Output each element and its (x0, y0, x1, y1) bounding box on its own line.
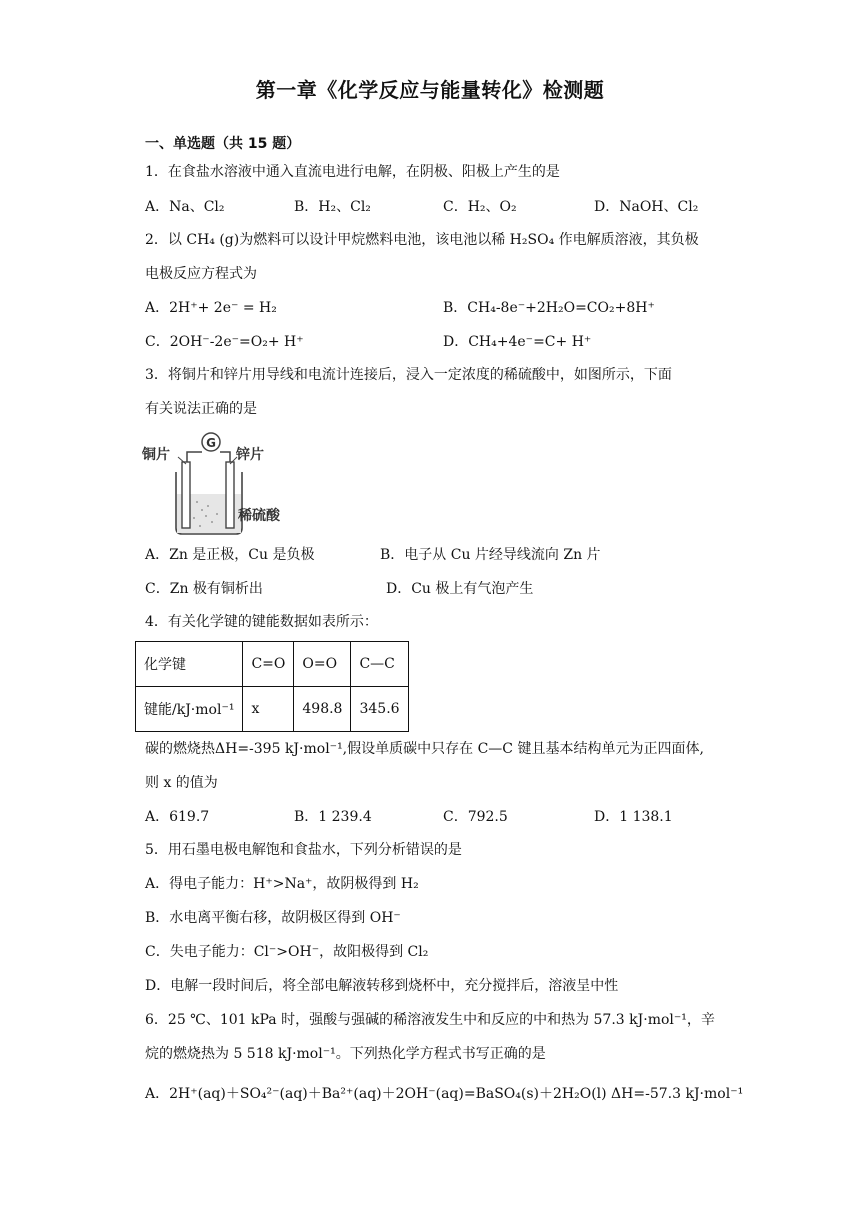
table-cell: 345.6 (351, 687, 408, 732)
table-row (136, 687, 409, 732)
q3-stem-line2: 有关说法正确的是 (145, 401, 257, 417)
table-cell: C=O (243, 642, 294, 687)
q5-option-d: D．电解一段时间后，将全部电解液转移到烧杯中，充分搅拌后，溶液呈中性 (145, 978, 619, 994)
q4-text-line2: 则 x 的值为 (145, 775, 218, 791)
galvanic-cell-figure (142, 428, 292, 540)
q4-option-b: B．1 239.4 (294, 809, 372, 825)
q5-option-a: A．得电子能力：H⁺>Na⁺，故阴极得到 H₂ (145, 876, 419, 892)
q2-stem-line2: 电极反应方程式为 (145, 266, 257, 282)
bond-energy-table (135, 641, 409, 732)
q2-option-c: C．2OH⁻-2e⁻=O₂+ H⁺ (145, 334, 304, 350)
q2-option-a: A．2H⁺+ 2e⁻ = H₂ (145, 300, 277, 316)
q2-option-b: B．CH₄-8e⁻+2H₂O=CO₂+8H⁺ (443, 300, 655, 316)
q3-option-d: D．Cu 极上有气泡产生 (386, 581, 534, 597)
q3-option-c: C．Zn 极有铜析出 (145, 581, 263, 597)
q6-option-a: A．2H⁺(aq)＋SO₄²⁻(aq)＋Ba²⁺(aq)＋2OH⁻(aq)=BaSO₄(s)＋2H₂O(l) ΔH=-57.3 kJ·mol⁻¹ (145, 1086, 744, 1102)
q6-stem-line1: 6．25 ℃、101 kPa 时，强酸与强碱的稀溶液发生中和反应的中和热为 57.3 kJ·mol⁻¹，辛 (145, 1012, 715, 1028)
q4-stem: 4．有关化学键的键能数据如表所示： (145, 614, 378, 630)
q4-option-c: C．792.5 (443, 809, 508, 825)
q4-text-line1: 碳的燃烧热ΔH=-395 kJ·mol⁻¹,假设单质碳中只存在 C—C 键且基本结构单元为正四面体, (145, 741, 704, 757)
table-cell: 498.8 (294, 687, 351, 732)
q3-option-b: B．电子从 Cu 片经导线流向 Zn 片 (380, 547, 601, 563)
table-cell: C—C (351, 642, 408, 687)
q1-stem: 1．在食盐水溶液中通入直流电进行电解，在阴极、阳极上产生的是 (145, 164, 560, 180)
q3-option-a: A．Zn 是正极，Cu 是负极 (145, 547, 315, 563)
q1-option-a: A．Na、Cl₂ (145, 199, 225, 215)
q2-stem-line1: 2．以 CH₄ (g)为燃料可以设计甲烷燃料电池，该电池以稀 H₂SO₄ 作电解质溶液，其负极 (145, 232, 699, 248)
page-title: 第一章《化学反应与能量转化》检测题 (255, 78, 605, 102)
copper-electrode (182, 462, 190, 528)
q1-option-b: B．H₂、Cl₂ (294, 199, 371, 215)
q3-stem-line1: 3．将铜片和锌片用导线和电流计连接后，浸入一定浓度的稀硫酸中，如图所示，下面 (145, 367, 672, 383)
section-heading: 一、单选题（共 15 题） (145, 136, 301, 152)
q1-option-d: D．NaOH、Cl₂ (594, 199, 699, 215)
table-cell: x (243, 687, 294, 732)
copper-label: 铜片 (142, 447, 170, 463)
q5-option-c: C．失电子能力：Cl⁻>OH⁻，故阳极得到 Cl₂ (145, 944, 429, 960)
q4-option-d: D．1 138.1 (594, 809, 673, 825)
galvanometer-label: G (206, 436, 216, 450)
table-cell: 键能/kJ·mol⁻¹ (136, 687, 243, 732)
table-header-row (136, 642, 409, 687)
q1-option-c: C．H₂、O₂ (443, 199, 517, 215)
q4-option-a: A．619.7 (145, 809, 210, 825)
zinc-electrode (226, 462, 234, 528)
q5-option-b: B．水电离平衡右移，故阴极区得到 OH⁻ (145, 910, 401, 926)
table-cell: O=O (294, 642, 351, 687)
q5-stem: 5．用石墨电极电解饱和食盐水，下列分析错误的是 (145, 842, 462, 858)
acid-label: 稀硫酸 (238, 508, 280, 524)
q6-stem-line2: 烷的燃烧热为 5 518 kJ·mol⁻¹。下列热化学方程式书写正确的是 (145, 1046, 546, 1062)
q2-option-d: D．CH₄+4e⁻=C+ H⁺ (443, 334, 592, 350)
table-cell: 化学键 (136, 642, 243, 687)
zinc-label: 锌片 (236, 447, 264, 463)
